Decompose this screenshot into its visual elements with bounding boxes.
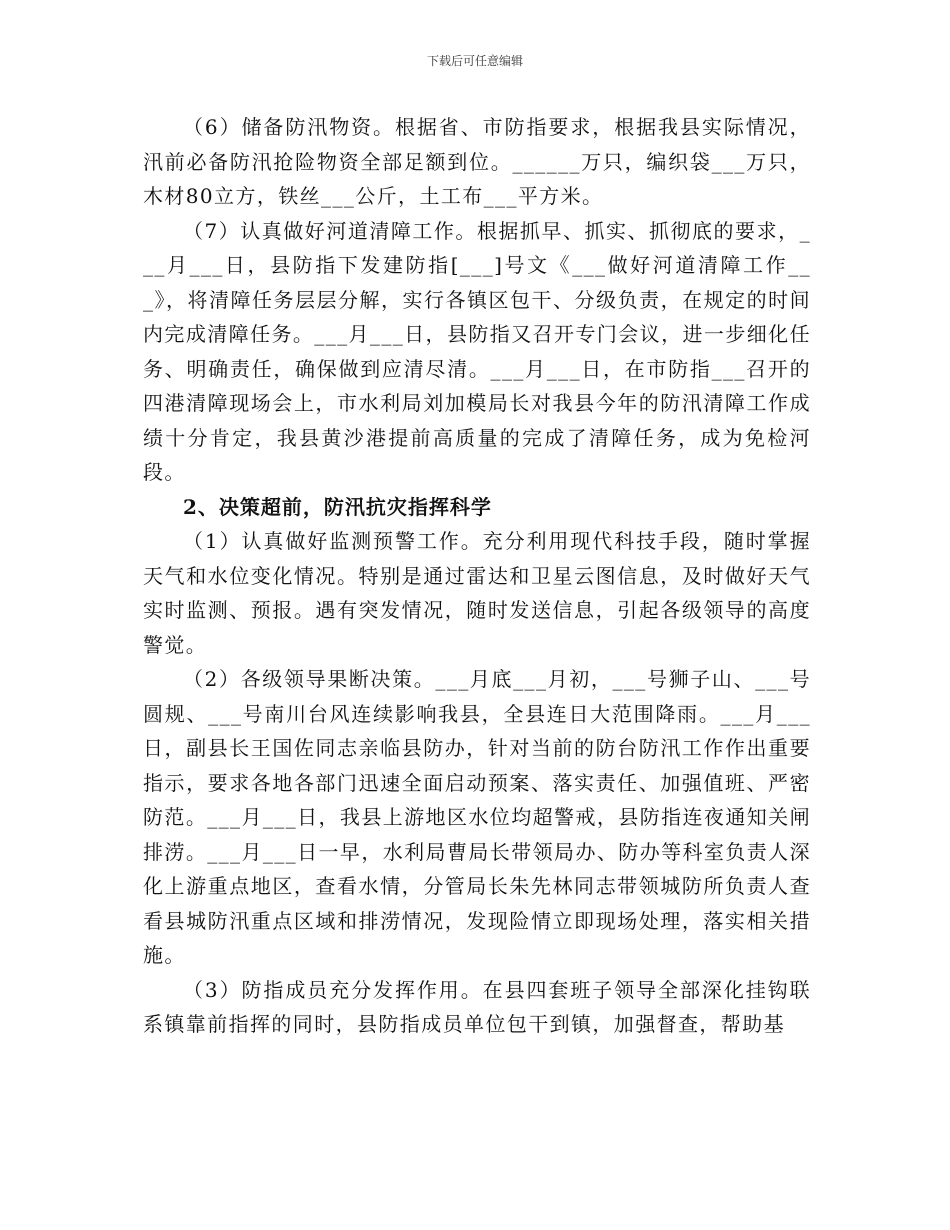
paragraph-1-monitoring: （1）认真做好监测预警工作。充分利用现代科技手段，随时掌握天气和水位变化情况。特别是通过雷达和卫星云图信息，及时做好天气实时监测、预报。遇有突发情况，随时发送信息，引起各级领导的高度警觉。 [143,529,811,657]
paragraph-6-flood-materials: （6）储备防汛物资。根据省、市防指要求，根据我县实际情况，汛前必备防汛抢险物资全部足额到位。______万只，编织袋___万只，木材80立方，铁丝___公斤，土工布___平方米。 [143,115,811,208]
paragraph-2-decisions: （2）各级领导果断决策。___月底___月初，___号狮子山、___号圆规、___号南川台风连续影响我县，全县连日大范围降雨。___月___日，副县长王国佐同志亲临县防办，针对当前的防台防汛工作作出重要指示，要求各地各部门迅速全面启动预案、落实责任、加强值班、严密防范。___月___日，我县上游地区水位均超警戒，县防指连夜通知关闸排涝。___月___日一早，水利局曹局长带领局办、防办等科室负责人深化上游重点地区，查看水情，分管局长朱先林同志带领城防所负责人查看县城防汛重点区域和排涝情况，发现险情立即现场处理，落实相关措施。 [143,667,811,967]
document-body [143,110,811,1042]
section-heading-2: 2、决策超前，防汛抗灾指挥科学 [183,494,492,519]
paragraph-3-members: （3）防指成员充分发挥作用。在县四套班子领导全部深化挂钩联系镇靠前指挥的同时，县防指成员单位包干到镇，加强督查，帮助基 [143,977,811,1036]
paragraph-7-river-clearing: （7）认真做好河道清障工作。根据抓早、抓实、抓彻底的要求，___月___日，县防指下发建防指[___]号文《___做好河道清障工作___》，将清障任务层层分解，实行各镇区包干、分级负责，在规定的时间内完成清障任务。___月___日，县防指又召开专门会议，进一步细化任务、明确责任，确保做到应清尽清。___月___日，在市防指___召开的四港清障现场会上，市水利局刘加模局长对我县今年的防汛清障工作成绩十分肯定，我县黄沙港提前高质量的完成了清障任务，成为免检河段。 [143,218,811,484]
page-header-note: 下载后可任意编辑 [426,54,523,68]
